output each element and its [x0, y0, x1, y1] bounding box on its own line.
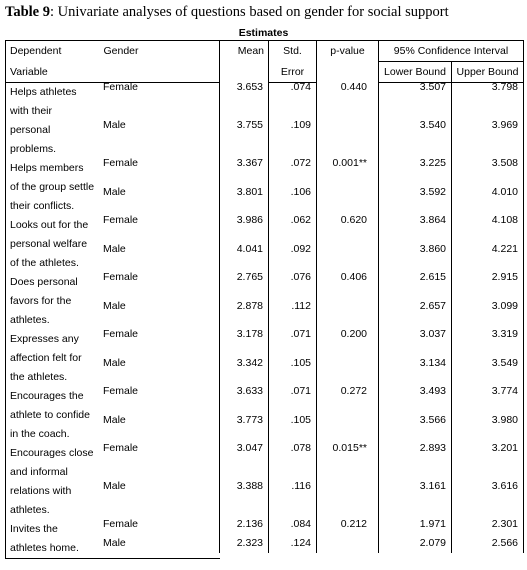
- std-error-value: .084: [290, 518, 311, 530]
- gender-male: Male: [103, 357, 126, 369]
- table-row: [6, 349, 524, 368]
- table-row: [6, 482, 524, 501]
- std-error-value: .074: [290, 81, 311, 93]
- dependent-variable-line: of the athletes.: [6, 254, 220, 273]
- p-value: 0.440: [340, 81, 367, 93]
- dependent-variable-line: the athletes.: [6, 368, 220, 387]
- gender-male: Male: [103, 119, 126, 131]
- table-row: [6, 520, 524, 539]
- header-mean: Mean: [220, 41, 269, 83]
- upper-bound-value: 3.099: [491, 300, 518, 312]
- mean-value: 3.633: [236, 385, 263, 397]
- header-variable: Variable: [6, 62, 100, 83]
- upper-bound-value: 4.010: [491, 186, 518, 198]
- upper-bound-value: 3.798: [491, 81, 518, 93]
- table-row: [6, 159, 524, 178]
- table-row: [6, 292, 524, 311]
- mean-value: 3.773: [236, 414, 263, 426]
- std-error-value: .124: [290, 537, 311, 549]
- dependent-variable-line: their conflicts.: [6, 197, 220, 216]
- table-title: : Univariate analyses of questions based on gender for social support: [50, 4, 449, 20]
- gender-male: Male: [103, 243, 126, 255]
- std-error-value: .092: [290, 243, 311, 255]
- mean-value: 3.801: [236, 186, 263, 198]
- table-row: [6, 387, 524, 406]
- std-error-value: .105: [290, 414, 311, 426]
- p-value: 0.001**: [332, 157, 367, 169]
- mean-value: 3.178: [236, 328, 263, 340]
- table-row: [6, 273, 524, 292]
- gender-female: Female: [103, 328, 139, 340]
- gender-male: Male: [103, 537, 126, 549]
- dependent-variable-line: in the coach.: [6, 425, 220, 444]
- dependent-variable-line: Helps athletes: [6, 83, 220, 103]
- lower-bound-value: 3.161: [419, 480, 446, 492]
- upper-bound-value: 3.774: [491, 385, 518, 397]
- std-error-value: .071: [290, 385, 311, 397]
- upper-bound-value: 4.108: [491, 214, 518, 226]
- dependent-variable-line: problems.: [6, 140, 220, 159]
- upper-bound-value: 3.969: [491, 119, 518, 131]
- upper-bound-value: 3.980: [491, 414, 518, 426]
- mean-value: 3.986: [236, 214, 263, 226]
- header-std: Std.: [269, 41, 317, 62]
- table-subtitle: Estimates: [238, 27, 289, 39]
- std-error-value: .106: [290, 186, 311, 198]
- header-upper-bound: Upper Bound: [452, 62, 524, 83]
- dependent-variable-line: athletes home.: [6, 539, 220, 559]
- table-row: [6, 254, 524, 273]
- dependent-variable-line: of the group settle: [6, 178, 220, 197]
- lower-bound-value: 3.507: [419, 81, 446, 93]
- table-row: [6, 501, 524, 520]
- lower-bound-value: 3.493: [419, 385, 446, 397]
- dependent-variable-line: athlete to confide: [6, 406, 220, 425]
- table-row: [6, 102, 524, 121]
- upper-bound-value: 2.301: [491, 518, 518, 530]
- upper-bound-value: 3.508: [491, 157, 518, 169]
- lower-bound-value: 2.079: [419, 537, 446, 549]
- table-row: [6, 330, 524, 349]
- p-value: 0.212: [340, 518, 367, 530]
- std-error-value: .105: [290, 357, 311, 369]
- dependent-variable-line: Does personal: [6, 273, 220, 292]
- table-row: [6, 444, 524, 463]
- gender-male: Male: [103, 480, 126, 492]
- header-dependent: Dependent: [6, 41, 100, 62]
- header-pvalue: p-value: [317, 41, 379, 83]
- upper-bound-value: 3.616: [491, 480, 518, 492]
- gender-female: Female: [103, 385, 139, 397]
- std-error-value: .116: [291, 480, 311, 492]
- upper-bound-value: 2.915: [491, 271, 518, 283]
- gender-male: Male: [103, 414, 126, 426]
- gender-female: Female: [103, 442, 139, 454]
- dependent-variable-line: Invites the: [6, 520, 220, 539]
- mean-value: 2.323: [236, 537, 263, 549]
- std-error-value: .109: [290, 119, 311, 131]
- std-error-value: .078: [290, 442, 311, 454]
- header-error: Error: [269, 62, 317, 83]
- dependent-variable-line: Encourages close: [6, 444, 220, 463]
- std-error-value: .071: [290, 328, 311, 340]
- lower-bound-value: 3.540: [419, 119, 446, 131]
- lower-bound-value: 3.860: [419, 243, 446, 255]
- upper-bound-value: 3.201: [491, 442, 518, 454]
- mean-value: 2.765: [236, 271, 263, 283]
- table-row: [6, 140, 524, 159]
- mean-value: 3.047: [236, 442, 263, 454]
- mean-value: 4.041: [236, 243, 263, 255]
- table-row: [6, 425, 524, 444]
- gender-female: Female: [103, 214, 139, 226]
- std-error-value: .112: [291, 300, 311, 312]
- mean-value: 3.367: [236, 157, 263, 169]
- lower-bound-value: 3.225: [419, 157, 446, 169]
- dependent-variable-line: Encourages the: [6, 387, 220, 406]
- std-error-value: .072: [290, 157, 311, 169]
- table-row: [6, 368, 524, 387]
- mean-value: 2.878: [236, 300, 263, 312]
- gender-male: Male: [103, 300, 126, 312]
- mean-value: 3.342: [236, 357, 263, 369]
- p-value: 0.015**: [332, 442, 367, 454]
- mean-value: 3.388: [236, 480, 263, 492]
- mean-value: 3.755: [236, 119, 263, 131]
- dependent-variable-line: athletes.: [6, 311, 220, 330]
- dependent-variable-line: personal welfare: [6, 235, 220, 254]
- lower-bound-value: 2.657: [419, 300, 446, 312]
- lower-bound-value: 3.592: [419, 186, 446, 198]
- lower-bound-value: 3.864: [419, 214, 446, 226]
- dependent-variable-line: favors for the: [6, 292, 220, 311]
- table-row: [6, 311, 524, 330]
- lower-bound-value: 3.134: [419, 357, 446, 369]
- mean-value: 3.653: [236, 81, 263, 93]
- upper-bound-value: 3.319: [491, 328, 518, 340]
- table-row: [6, 235, 524, 254]
- header-lower-bound: Lower Bound: [379, 62, 452, 83]
- lower-bound-value: 3.566: [419, 414, 446, 426]
- table-caption: [5, 4, 449, 21]
- dependent-variable-line: and informal: [6, 463, 220, 482]
- table-row: [6, 463, 524, 482]
- dependent-variable-line: Looks out for the: [6, 216, 220, 235]
- lower-bound-value: 1.971: [419, 518, 446, 530]
- table-row: [6, 539, 524, 559]
- dependent-variable-line: athletes.: [6, 501, 220, 520]
- dependent-variable-line: personal: [6, 121, 220, 140]
- gender-male: Male: [103, 186, 126, 198]
- estimates-table: [5, 40, 524, 559]
- gender-female: Female: [103, 157, 139, 169]
- mean-value: 2.136: [236, 518, 263, 530]
- p-value: 0.620: [340, 214, 367, 226]
- dependent-variable-line: Helps members: [6, 159, 220, 178]
- table-number: Table 9: [5, 4, 50, 20]
- dependent-variable-line: affection felt for: [6, 349, 220, 368]
- table-row: [6, 406, 524, 425]
- gender-female: Female: [103, 271, 139, 283]
- dependent-variable-line: Expresses any: [6, 330, 220, 349]
- header-confidence-interval: 95% Confidence Interval: [379, 41, 524, 62]
- lower-bound-value: 3.037: [419, 328, 446, 340]
- table-row: [6, 216, 524, 235]
- upper-bound-value: 3.549: [491, 357, 518, 369]
- upper-bound-value: 2.566: [491, 537, 518, 549]
- p-value: 0.200: [340, 328, 367, 340]
- lower-bound-value: 2.615: [419, 271, 446, 283]
- std-error-value: .076: [290, 271, 311, 283]
- gender-female: Female: [103, 518, 139, 530]
- header-gender: Gender: [100, 41, 220, 62]
- table-row: [6, 83, 524, 103]
- table-row: [6, 197, 524, 216]
- upper-bound-value: 4.221: [491, 243, 518, 255]
- p-value: 0.272: [340, 385, 367, 397]
- p-value: 0.406: [340, 271, 367, 283]
- lower-bound-value: 2.893: [419, 442, 446, 454]
- gender-female: Female: [103, 81, 139, 93]
- table-row: [6, 178, 524, 197]
- dependent-variable-line: with their: [6, 102, 220, 121]
- table-row: [6, 121, 524, 140]
- dependent-variable-line: relations with: [6, 482, 220, 501]
- table-body: [6, 83, 524, 559]
- std-error-value: .062: [290, 214, 311, 226]
